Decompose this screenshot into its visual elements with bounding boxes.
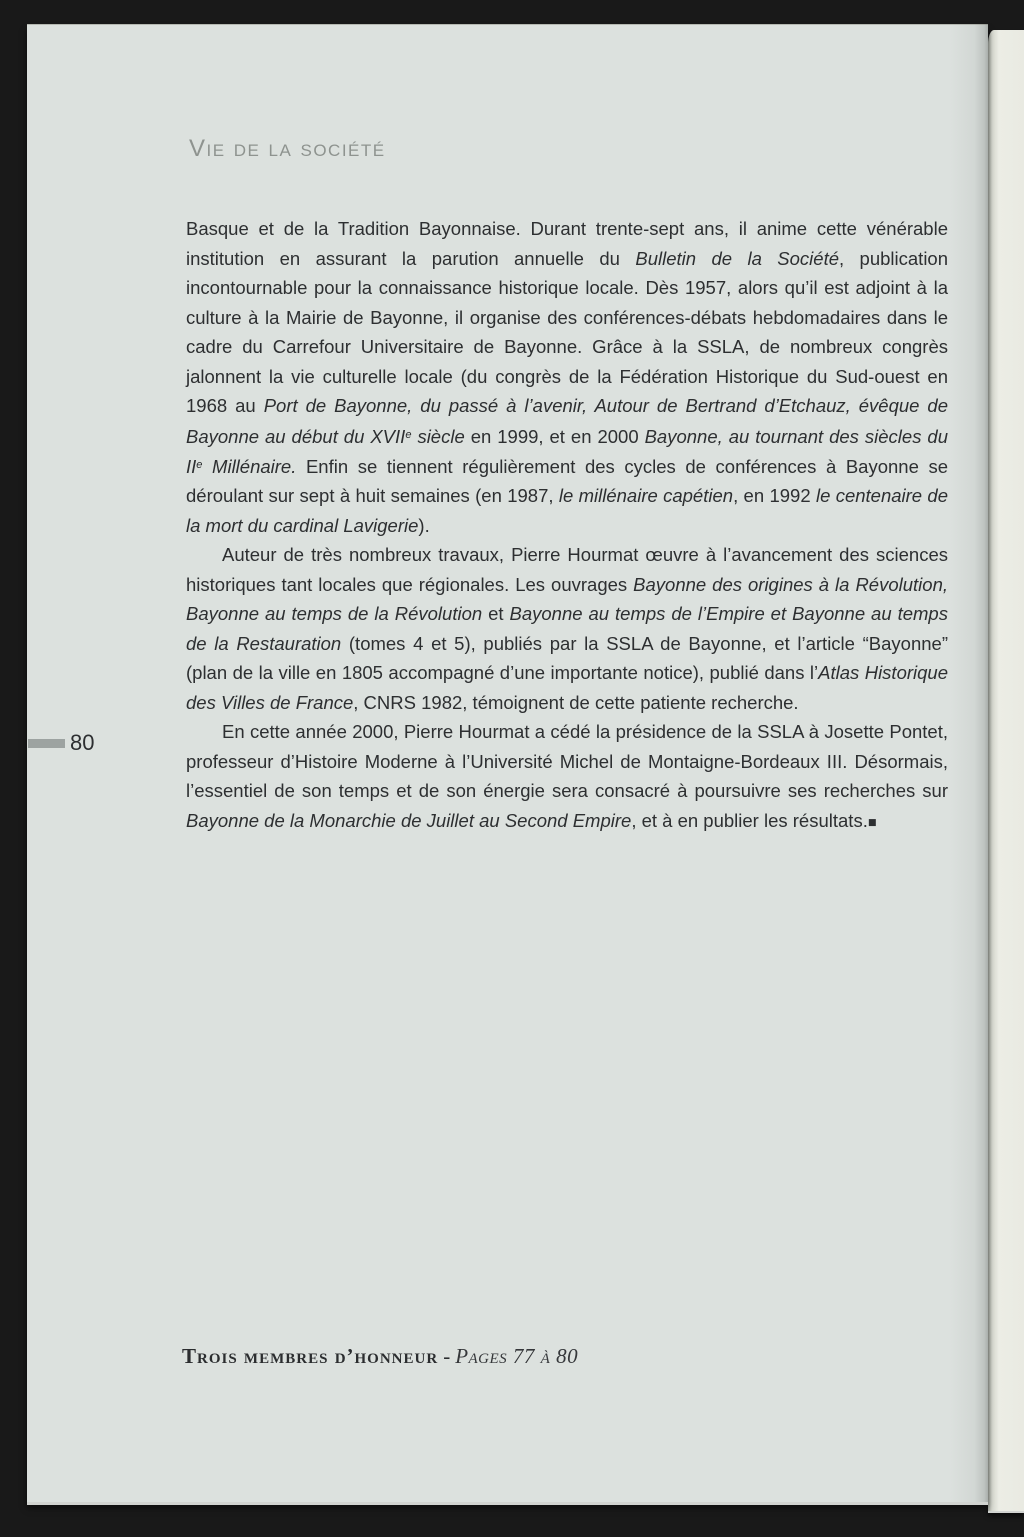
text-run-normal: , en 1992 [733, 485, 816, 507]
text-run-italic: Bayonne, au tournant des siècles du II [186, 425, 948, 477]
text-run-italic: Bayonne de la Monarchie de Juillet au Second Empire [186, 809, 632, 831]
text-run-italic: Bayonne au temps de l’Empire et Bayonne au temps de la Restauration [186, 603, 948, 654]
end-of-article-mark: ■ [867, 814, 877, 831]
page-number-bar [28, 739, 65, 748]
paragraph [186, 540, 948, 717]
footer-page-range: Pages 77 à 80 [455, 1344, 579, 1368]
footer-separator: - [443, 1344, 451, 1368]
text-run-italic: Millénaire. [202, 455, 297, 477]
footer-article-title: Trois membres d’honneur [182, 1344, 439, 1368]
text-run-italic: le centenaire de la mort du cardinal Lavigerie [186, 485, 949, 536]
text-run-italic_sup: e [196, 458, 203, 471]
text-run-normal: ). [418, 514, 430, 536]
book-page [27, 24, 988, 1502]
text-run-normal: (tomes 4 et 5), publiés par la SSLA de Bayonne, et l’article “Bayonne” (plan de la ville en 1805 accompagné d’une importante notice), publié dans l’ [186, 632, 948, 684]
next-page-edge [988, 30, 1024, 1511]
page-number-marker [27, 732, 94, 754]
text-run-normal: Basque et de la Tradition Bayonnaise. Durant trente-sept ans, il anime cette vénérable institution en assurant la parution annuelle du [186, 218, 948, 269]
text-run-italic: le millénaire capétien [558, 485, 734, 507]
footer [182, 1344, 578, 1369]
text-run-normal: , publication incontournable pour la connaissance historique locale. Dès 1957, alors qu’il est adjoint à la culture à la Mairie de Bayonne, il organise des conférences-débats hebdomadaires dans le cadre du Carrefour Universitaire de Bayonne. Grâce à la SSLA, de nombreux congrès jalonnent la vie culturelle locale (du congrès de la Fédération Historique du Sud-ouest en 1968 au [186, 247, 949, 416]
text-run-normal: Enfin se tiennent régulièrement des cycles de conférences à Bayonne se déroulant sur sept à huit semaines (en 1987, [186, 455, 948, 507]
text-run-normal: et [482, 603, 510, 625]
section-running-head: Vie de la société [189, 135, 386, 162]
text-run-italic: Port de Bayonne, du passé à l’avenir, Autour de Bertrand d’Etchauz, évêque de Bayonne au début du XVII [186, 395, 949, 447]
paragraph [186, 214, 948, 540]
text-run-italic_sup: e [405, 428, 412, 441]
text-run-normal: en 1999, et en 2000 [464, 425, 645, 447]
text-run-italic: siècle [411, 425, 465, 447]
paragraph [186, 717, 948, 838]
text-run-italic: Bayonne des origines à la Révolution, Bayonne au temps de la Révolution [186, 573, 948, 625]
text-run-normal: En cette année 2000, Pierre Hourmat a cédé la présidence de la SSLA à Josette Pontet, professeur d’Histoire Moderne à l’Université Michel de Montaigne-Bordeaux III. Désormais, l’essentiel de son temps et de son énergie sera consacré à poursuivre ses recherches sur [186, 721, 948, 802]
text-run-italic: Bulletin de la Société [635, 247, 839, 269]
text-run-normal: Auteur de très nombreux travaux, Pierre Hourmat œuvre à l’avancement des sciences historiques tant locales que régionales. Les ouvrages [186, 544, 948, 595]
page-number: 80 [70, 730, 95, 755]
text-run-normal: , et à en publier les résultats. [631, 809, 868, 831]
article-text [186, 214, 948, 838]
text-run-normal: , CNRS 1982, témoignent de cette patiente recherche. [353, 691, 799, 713]
text-run-italic: Atlas Historique des Villes de France [186, 662, 948, 713]
